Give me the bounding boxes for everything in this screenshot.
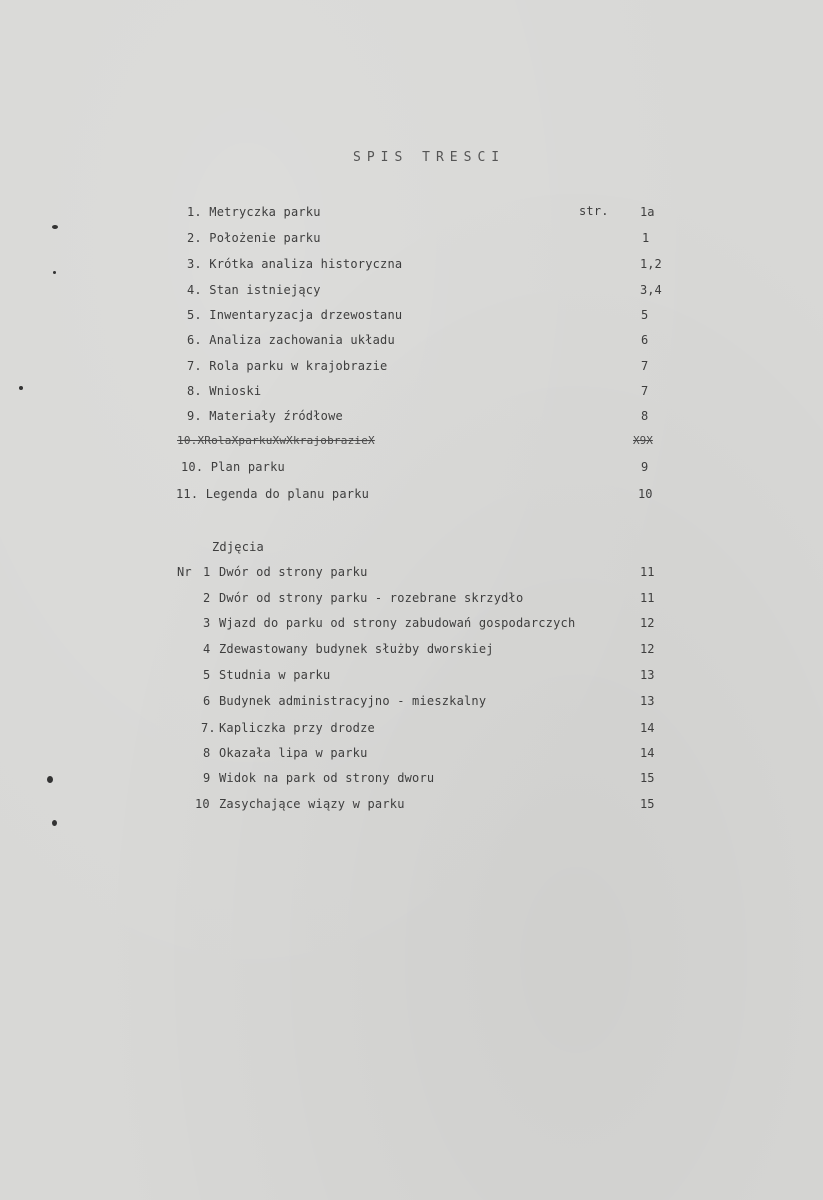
photo-page: 12 bbox=[640, 616, 655, 630]
photo-page: 11 bbox=[640, 565, 655, 579]
photo-page: 15 bbox=[640, 771, 655, 785]
margin-speck bbox=[47, 776, 53, 783]
photo-label: Zasychające wiązy w parku bbox=[219, 797, 405, 811]
photos-heading: Zdjęcia bbox=[212, 540, 264, 554]
photo-no: 2 bbox=[203, 591, 211, 605]
photo-no: 1 bbox=[203, 565, 211, 579]
photo-label: Dwór od strony parku - rozebrane skrzydło bbox=[219, 591, 524, 605]
photo-label: Kapliczka przy drodze bbox=[219, 721, 375, 735]
toc-item-page: 1,2 bbox=[640, 257, 662, 271]
toc-item-page: 10 bbox=[638, 487, 653, 501]
photo-label: Studnia w parku bbox=[219, 668, 331, 682]
toc-item-label: 9. Materiały źródłowe bbox=[187, 409, 343, 423]
toc-item-page: 7 bbox=[641, 384, 649, 398]
toc-item-page: 5 bbox=[641, 308, 649, 322]
toc-item-label: 6. Analiza zachowania układu bbox=[187, 333, 395, 347]
photo-page: 14 bbox=[640, 721, 655, 735]
photo-no: 8 bbox=[203, 746, 211, 760]
toc-item-label: 1. Metryczka parku bbox=[187, 205, 321, 219]
toc-item-label: 11. Legenda do planu parku bbox=[176, 487, 370, 501]
photos-prefix: Nr bbox=[177, 565, 192, 579]
toc-item-label: 4. Stan istniejący bbox=[187, 283, 321, 297]
margin-speck bbox=[52, 820, 57, 826]
photo-label: Zdewastowany budynek służby dworskiej bbox=[219, 642, 494, 656]
photo-no: 7. bbox=[201, 721, 216, 735]
toc-item-label: 3. Krótka analiza historyczna bbox=[187, 257, 403, 271]
toc-item-struck: 10.XRolaXparkuXwXkrajobrazieX bbox=[177, 434, 375, 447]
toc-item-page: 9 bbox=[641, 460, 649, 474]
toc-item-label: 8. Wnioski bbox=[187, 384, 262, 398]
photo-page: 13 bbox=[640, 694, 655, 708]
toc-item-label: 7. Rola parku w krajobrazie bbox=[187, 359, 388, 373]
photo-no: 9 bbox=[203, 771, 211, 785]
toc-item-page: 7 bbox=[641, 359, 649, 373]
toc-item-page: 6 bbox=[641, 333, 649, 347]
toc-item-label: 2. Położenie parku bbox=[187, 231, 321, 245]
photo-label: Okazała lipa w parku bbox=[219, 746, 368, 760]
photo-no: 5 bbox=[203, 668, 211, 682]
photo-no: 6 bbox=[203, 694, 211, 708]
photo-label: Budynek administracyjno - mieszkalny bbox=[219, 694, 487, 708]
photo-page: 15 bbox=[640, 797, 655, 811]
photo-page: 14 bbox=[640, 746, 655, 760]
str-label: str. bbox=[579, 204, 609, 218]
toc-item-page-struck: X9X bbox=[633, 434, 653, 447]
photo-no: 3 bbox=[203, 616, 211, 630]
toc-item-page: 8 bbox=[641, 409, 649, 423]
margin-speck bbox=[52, 225, 58, 229]
toc-item-page: 3,4 bbox=[640, 283, 662, 297]
photo-page: 13 bbox=[640, 668, 655, 682]
photo-label: Widok na park od strony dworu bbox=[219, 771, 435, 785]
page-title: SPIS TRESCI bbox=[353, 150, 506, 165]
margin-speck bbox=[19, 386, 23, 390]
toc-item-page: 1 bbox=[642, 231, 650, 245]
photo-no: 4 bbox=[203, 642, 211, 656]
photo-page: 11 bbox=[640, 591, 655, 605]
margin-speck bbox=[53, 271, 56, 274]
photo-no: 10 bbox=[195, 797, 210, 811]
toc-item-page: 1a bbox=[640, 205, 655, 219]
toc-item-label: 5. Inwentaryzacja drzewostanu bbox=[187, 308, 403, 322]
photo-label: Dwór od strony parku bbox=[219, 565, 368, 579]
photo-label: Wjazd do parku od strony zabudowań gospodarczych bbox=[219, 616, 576, 630]
photo-page: 12 bbox=[640, 642, 655, 656]
toc-item-label: 10. Plan parku bbox=[181, 460, 285, 474]
